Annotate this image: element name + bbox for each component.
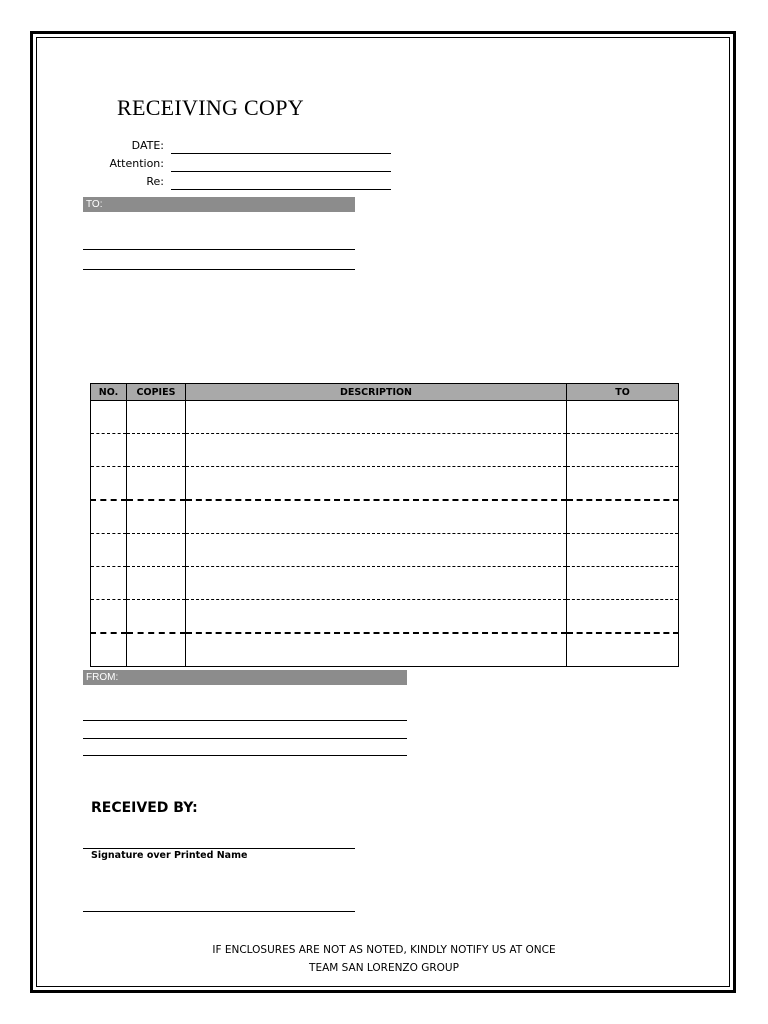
cell-copies[interactable] <box>127 434 186 467</box>
received-by-label: RECEIVED BY: <box>91 800 198 816</box>
cell-no[interactable] <box>91 633 127 667</box>
cell-description[interactable] <box>186 401 567 434</box>
cell-description[interactable] <box>186 567 567 600</box>
date-field[interactable] <box>171 153 391 154</box>
from-line-3[interactable] <box>83 755 407 756</box>
cell-to[interactable] <box>567 600 679 634</box>
table-row <box>91 600 679 634</box>
cell-copies[interactable] <box>127 534 186 567</box>
attention-field[interactable] <box>171 171 391 172</box>
to-line-1[interactable] <box>83 249 355 250</box>
footer-notice: IF ENCLOSURES ARE NOT AS NOTED, KINDLY NOTIFY US AT ONCE <box>212 944 556 956</box>
cell-to[interactable] <box>567 401 679 434</box>
re-label: Re: <box>146 175 164 188</box>
table-row <box>91 534 679 567</box>
table-row <box>91 434 679 467</box>
cell-to[interactable] <box>567 500 679 534</box>
from-line-1[interactable] <box>83 720 407 721</box>
from-line-2[interactable] <box>83 738 407 739</box>
footer-group: TEAM SAN LORENZO GROUP <box>309 962 459 974</box>
cell-no[interactable] <box>91 567 127 600</box>
table-row <box>91 401 679 434</box>
cell-to[interactable] <box>567 434 679 467</box>
cell-to[interactable] <box>567 633 679 667</box>
cell-no[interactable] <box>91 434 127 467</box>
cell-description[interactable] <box>186 500 567 534</box>
cell-no[interactable] <box>91 534 127 567</box>
header-no: NO. <box>91 384 127 401</box>
cell-copies[interactable] <box>127 401 186 434</box>
header-to: TO <box>567 384 679 401</box>
signature-line[interactable] <box>83 848 355 849</box>
cell-to[interactable] <box>567 567 679 600</box>
from-section-bar: FROM: <box>83 670 407 685</box>
cell-no[interactable] <box>91 600 127 634</box>
header-description: DESCRIPTION <box>186 384 567 401</box>
re-field[interactable] <box>171 189 391 190</box>
cell-to[interactable] <box>567 534 679 567</box>
cell-no[interactable] <box>91 500 127 534</box>
cell-description[interactable] <box>186 434 567 467</box>
cell-description[interactable] <box>186 600 567 634</box>
table-header-row <box>91 384 679 401</box>
table-row <box>91 567 679 600</box>
table-row <box>91 633 679 667</box>
cell-no[interactable] <box>91 401 127 434</box>
date-received-line[interactable] <box>83 911 355 912</box>
cell-copies[interactable] <box>127 600 186 634</box>
table-row <box>91 467 679 501</box>
cell-description[interactable] <box>186 633 567 667</box>
cell-description[interactable] <box>186 467 567 501</box>
table-row <box>91 500 679 534</box>
cell-copies[interactable] <box>127 500 186 534</box>
cell-no[interactable] <box>91 467 127 501</box>
cell-to[interactable] <box>567 467 679 501</box>
date-label: DATE: <box>131 139 164 152</box>
header-copies: COPIES <box>127 384 186 401</box>
to-line-2[interactable] <box>83 269 355 270</box>
signature-caption: Signature over Printed Name <box>91 850 248 861</box>
to-section-bar: TO: <box>83 197 355 212</box>
items-table <box>90 383 679 667</box>
cell-copies[interactable] <box>127 467 186 501</box>
form-title: RECEIVING COPY <box>117 95 304 120</box>
cell-description[interactable] <box>186 534 567 567</box>
cell-copies[interactable] <box>127 633 186 667</box>
cell-copies[interactable] <box>127 567 186 600</box>
attention-label: Attention: <box>109 157 164 170</box>
